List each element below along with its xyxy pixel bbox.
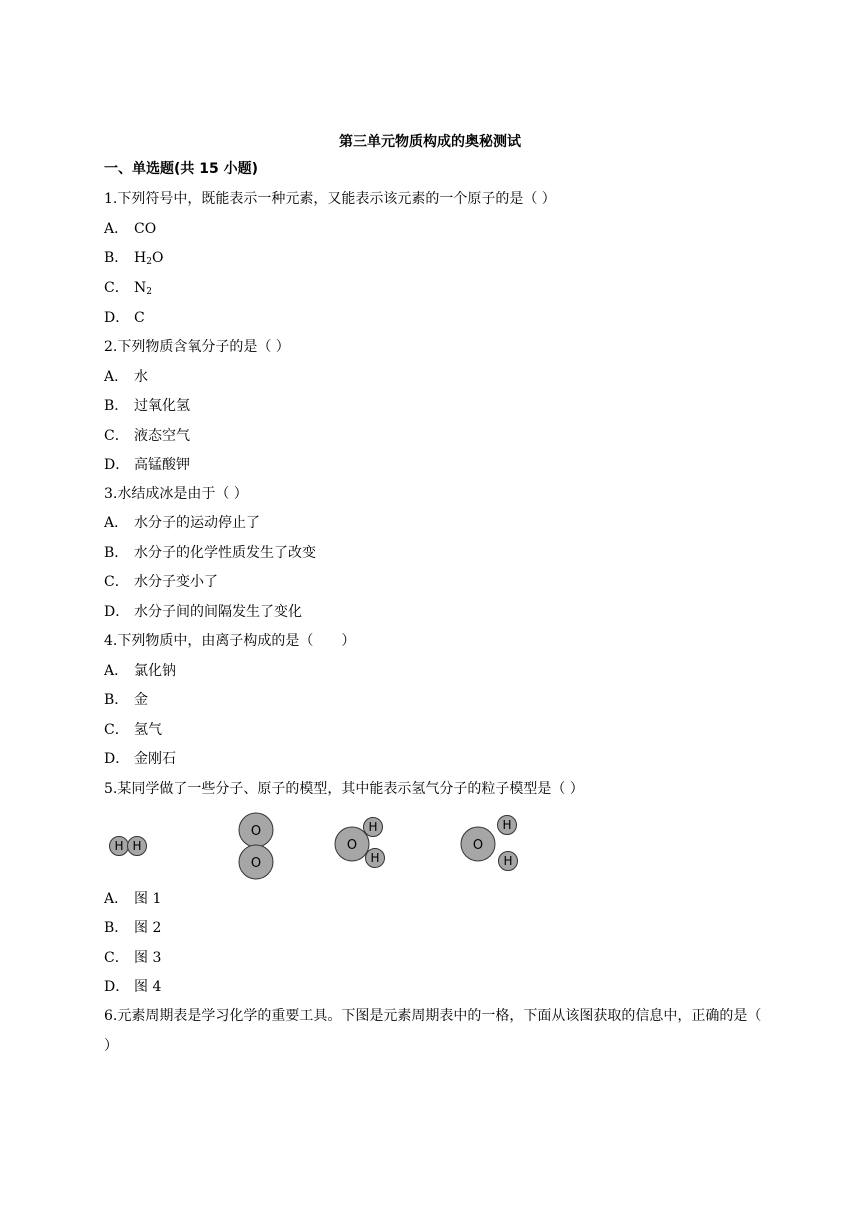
formula-subscript: 2 xyxy=(146,287,152,297)
q1-option-b xyxy=(104,249,163,267)
model-figure-3 xyxy=(335,818,385,868)
model-figure-4 xyxy=(461,816,518,871)
option-text: 液态空气 xyxy=(134,428,190,444)
q1-option-d xyxy=(104,309,145,327)
option-text: 氯化钠 xyxy=(134,663,176,679)
document-title: 第三单元物质构成的奥秘测试 xyxy=(339,134,521,150)
option-text: 过氧化氢 xyxy=(134,398,190,414)
option-label: D． xyxy=(104,457,130,473)
option-label: A． xyxy=(104,891,129,907)
option-label: B． xyxy=(104,692,129,708)
q3-option-b xyxy=(104,544,316,562)
atom-label: H xyxy=(502,818,512,832)
molecule-models-svg xyxy=(100,810,540,886)
option-label: C． xyxy=(104,574,129,590)
option-text: 水 xyxy=(134,369,148,385)
section-heading: 一、单选题(共 15 小题) xyxy=(104,161,259,177)
model-figure-2 xyxy=(239,813,273,879)
option-text: CO xyxy=(134,221,157,237)
option-text: 图 3 xyxy=(134,950,162,966)
option-label: A． xyxy=(104,369,129,385)
atom-label: O xyxy=(250,856,262,871)
atom-label: O xyxy=(346,838,358,853)
option-label: C． xyxy=(104,950,129,966)
atom-label: O xyxy=(472,838,484,853)
option-label: B． xyxy=(104,920,129,936)
option-text: C xyxy=(134,310,145,326)
option-text: 图 2 xyxy=(134,920,162,936)
q1-option-a xyxy=(104,220,156,238)
q2-option-a xyxy=(104,368,148,386)
option-text: 图 1 xyxy=(134,891,162,907)
q2-option-b xyxy=(104,397,190,415)
option-label: D． xyxy=(104,751,130,767)
option-text: 水分子的化学性质发生了改变 xyxy=(134,545,316,561)
atom-label: O xyxy=(250,824,262,839)
option-text: 金 xyxy=(134,692,148,708)
molecule-models-figure xyxy=(100,810,540,886)
q5-option-b xyxy=(104,919,161,937)
q6-stem: 6.元素周期表是学习化学的重要工具。下图是元素周期表中的一格，下面从该图获取的信息中，正确的是（ ） xyxy=(104,1008,762,1054)
q3-option-d xyxy=(104,603,302,621)
option-label: A． xyxy=(104,221,129,237)
option-label: C． xyxy=(104,428,129,444)
q4-stem: 4.下列物质中，由离子构成的是（ ） xyxy=(104,633,356,649)
q4-option-a xyxy=(104,662,176,680)
option-label: B． xyxy=(104,250,129,266)
atom-label: H xyxy=(132,839,142,853)
q4-option-b xyxy=(104,691,148,709)
formula-subscript: 2 xyxy=(146,257,152,267)
option-label: B． xyxy=(104,545,129,561)
option-label: C． xyxy=(104,280,129,296)
q5-option-a xyxy=(104,890,161,908)
q1-option-c xyxy=(104,279,152,297)
option-label: A． xyxy=(104,663,129,679)
atom-label: H xyxy=(370,851,380,865)
q5-option-d xyxy=(104,978,161,996)
option-text: 水分子变小了 xyxy=(134,574,218,590)
q4-option-d xyxy=(104,750,176,768)
q5-option-c xyxy=(104,949,161,967)
option-text: 图 4 xyxy=(134,979,162,995)
option-label: D． xyxy=(104,604,130,620)
formula-part: O xyxy=(151,250,164,266)
q3-stem: 3.水结成冰是由于（ ） xyxy=(104,486,248,502)
option-text: 金刚石 xyxy=(134,751,176,767)
option-label: D． xyxy=(104,979,130,995)
q2-option-c xyxy=(104,427,190,445)
atom-label: H xyxy=(503,854,513,868)
atom-label: H xyxy=(114,839,124,853)
option-text: 水分子间的间隔发生了变化 xyxy=(134,604,302,620)
option-text: 高锰酸钾 xyxy=(134,457,190,473)
q1-stem: 1.下列符号中，既能表示一种元素，又能表示该元素的一个原子的是（ ） xyxy=(104,191,556,207)
formula-part: N xyxy=(134,280,147,296)
formula-part: H xyxy=(134,250,147,266)
option-label: D． xyxy=(104,310,130,326)
atom-label: H xyxy=(368,820,378,834)
option-label: B． xyxy=(104,398,129,414)
option-text: 氢气 xyxy=(134,722,162,738)
q4-option-c xyxy=(104,721,162,739)
model-figure-1 xyxy=(110,837,147,856)
option-label: A． xyxy=(104,515,129,531)
q2-stem: 2.下列物质含氧分子的是（ ） xyxy=(104,339,290,355)
q3-option-c xyxy=(104,573,218,591)
q2-option-d xyxy=(104,456,190,474)
option-text: 水分子的运动停止了 xyxy=(134,515,260,531)
q3-option-a xyxy=(104,514,260,532)
q5-stem: 5.某同学做了一些分子、原子的模型，其中能表示氢气分子的粒子模型是（ ） xyxy=(104,781,584,797)
option-label: C． xyxy=(104,722,129,738)
